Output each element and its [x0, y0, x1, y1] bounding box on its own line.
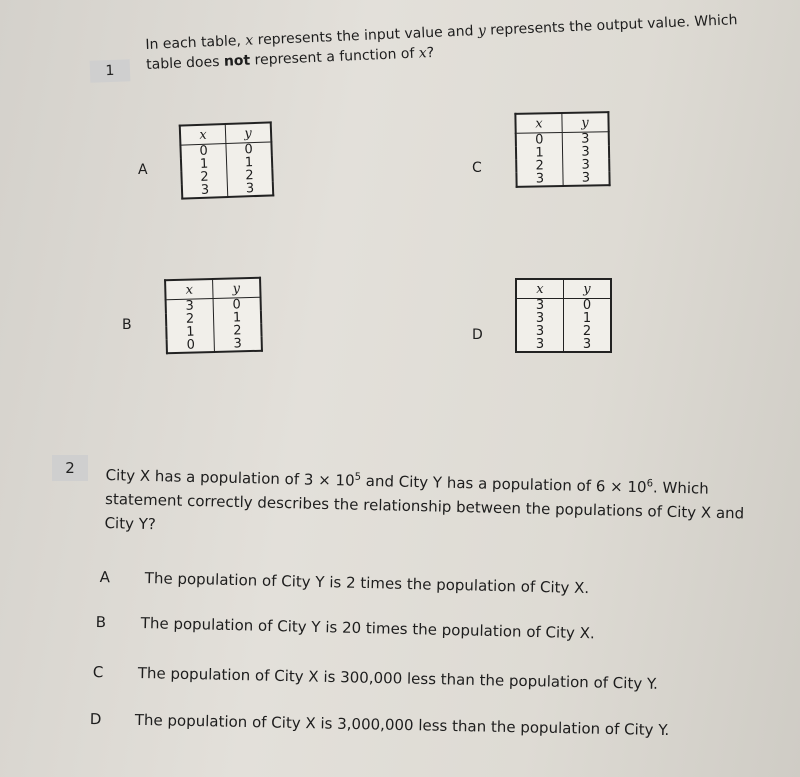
option-letter: B — [95, 613, 107, 632]
q1-x-variable: x — [245, 32, 254, 49]
question-2-number: 2 — [52, 455, 88, 481]
table-cell: 2 — [245, 168, 254, 184]
table-a — [179, 121, 275, 199]
q2-exponent: 5 — [354, 471, 362, 483]
table-c — [514, 111, 610, 188]
table-header-x: x — [165, 279, 213, 300]
q1-y-variable: y — [477, 22, 487, 40]
table-b — [164, 277, 263, 355]
question-1-prompt — [145, 9, 766, 75]
table-header-y: y — [563, 279, 611, 299]
q1-text-part: In each table, — [145, 32, 246, 53]
table-cell: 0 — [232, 297, 242, 313]
table-cell: 1 — [244, 155, 254, 171]
table-header-x: x — [515, 113, 562, 133]
q1-x-variable: x — [418, 45, 428, 62]
q1-text-part: represent a function of — [249, 45, 420, 69]
table-cell: 3 — [581, 157, 591, 173]
table-cell: 3 — [166, 299, 214, 314]
table-cell: 3 — [581, 170, 591, 186]
q2-text-part: City X has a population of 3 × 10 — [105, 465, 355, 490]
table-cell: 3 — [581, 131, 590, 147]
question-2-prompt — [104, 460, 766, 550]
q1-text-part: ? — [426, 44, 435, 62]
table-header-x: x — [516, 279, 563, 299]
table-cell: 3 — [516, 299, 563, 313]
table-c-label: C — [472, 160, 482, 176]
q2-exponent: 6 — [646, 478, 654, 490]
table-a-label: A — [138, 162, 148, 178]
q1-text-part: represents the output value. Which table does — [145, 12, 738, 73]
table-cell: 3 — [581, 144, 590, 160]
option-text: The population of City X is 300,000 less than the population of City Y. — [137, 663, 659, 693]
option-text: The population of City Y is 20 times the population of City X. — [140, 614, 595, 643]
table-d — [515, 278, 612, 353]
q1-text-part: represents the input value and — [252, 23, 479, 49]
option-text: The population of City Y is 2 times the population of City X. — [144, 569, 590, 598]
table-cell: 2 — [166, 312, 214, 326]
option-letter: C — [92, 663, 104, 682]
table-cell: 0 — [244, 142, 254, 158]
table-header-y: y — [562, 112, 609, 132]
table-header-y: y — [225, 122, 271, 143]
table-d-label: D — [472, 327, 483, 343]
table-cell: 3 — [233, 336, 243, 352]
table-cell: 1 — [166, 325, 214, 339]
table-cell: 3 — [582, 337, 592, 352]
table-header-y: y — [212, 278, 260, 299]
q1-bold-not: not — [223, 52, 251, 70]
table-cell: 3 — [516, 172, 563, 187]
option-letter: D — [89, 710, 102, 729]
table-cell: 2 — [516, 159, 563, 173]
table-cell: 3 — [516, 325, 563, 338]
table-cell: 0 — [582, 298, 592, 313]
table-cell: 1 — [582, 311, 592, 326]
table-cell: 1 — [181, 157, 227, 172]
table-cell: 0 — [167, 338, 215, 353]
question-1-number: 1 — [90, 59, 131, 82]
table-cell: 3 — [516, 312, 563, 325]
table-cell: 1 — [232, 310, 242, 326]
table-cell: 3 — [182, 183, 228, 199]
table-cell: 2 — [233, 323, 242, 339]
q2-text-part: and City Y has a population of 6 × 10 — [360, 471, 647, 497]
table-header-x: x — [180, 124, 226, 145]
table-cell: 3 — [245, 181, 255, 197]
table-cell: 0 — [180, 144, 226, 159]
table-cell: 3 — [516, 338, 563, 352]
table-b-label: B — [122, 317, 132, 333]
table-cell: 2 — [582, 324, 592, 339]
table-cell: 0 — [516, 133, 563, 147]
q2-text-part: . Which statement correctly describes the relationship between the populations of City X and City Y? — [104, 478, 745, 534]
option-letter: A — [99, 568, 111, 587]
table-cell: 1 — [516, 146, 563, 160]
table-cell: 2 — [181, 170, 227, 185]
option-text: The population of City X is 3,000,000 less than the population of City Y. — [134, 710, 670, 740]
